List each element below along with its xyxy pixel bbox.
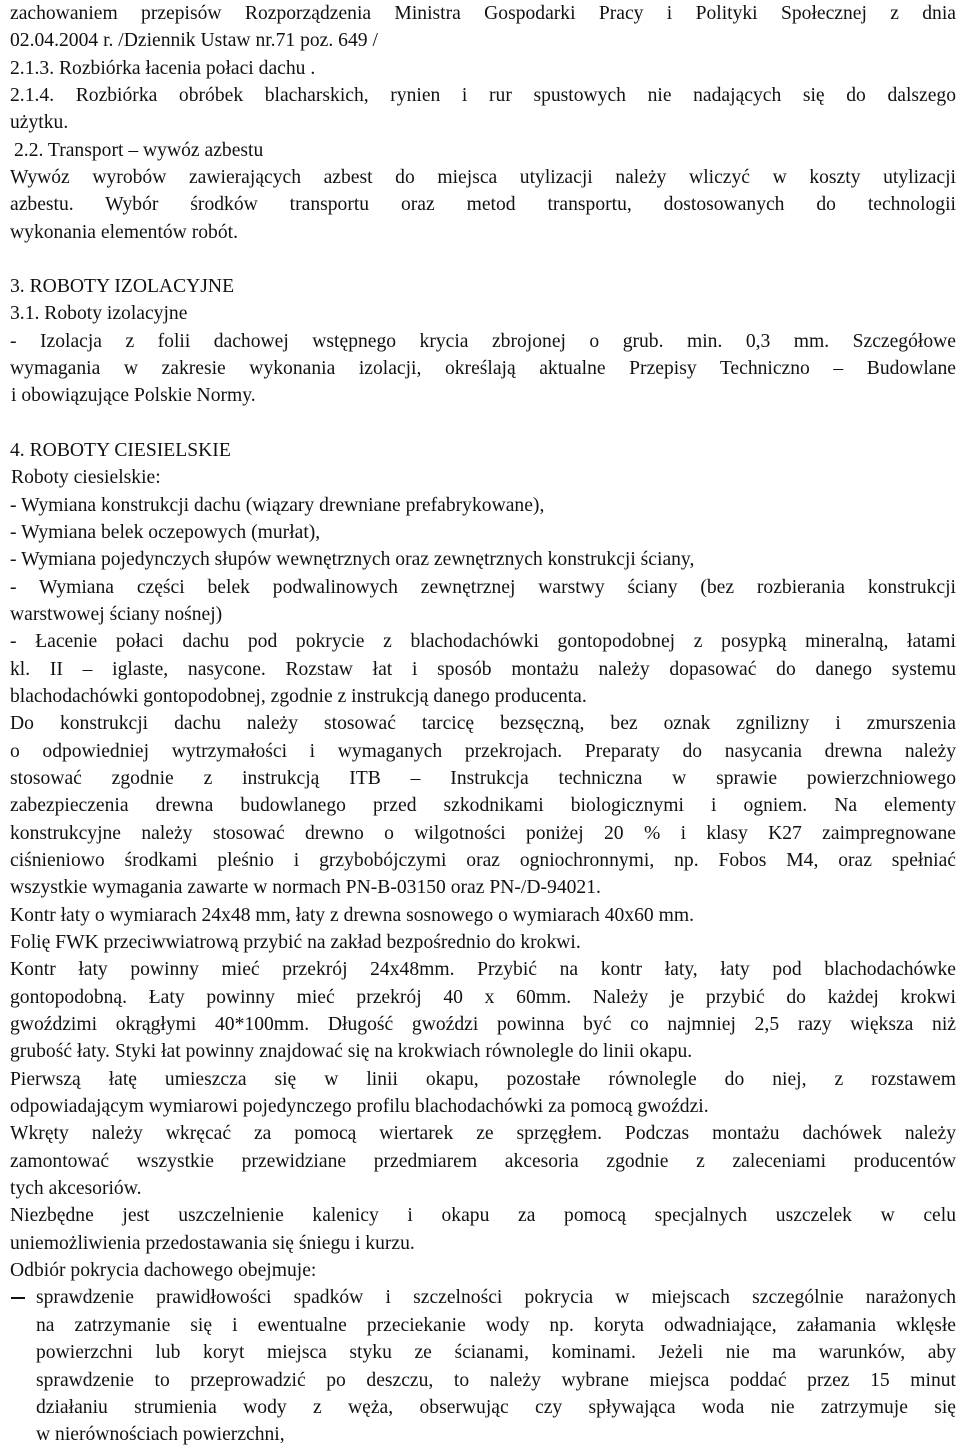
section-heading: 4. ROBOTY CIESIELSKIE [10,439,231,461]
paragraph-gap [10,246,956,273]
text-line: Folię FWK przeciwwiatrową przybić na zakład bezpośrednio do krokwi. [10,932,581,953]
text-line: odpowiadającym wymiarowi pojedynczego profilu blachodachówki za pomocą gwoździ. [10,1096,709,1118]
text-line: Do konstrukcji dachu należy stosować tarcicę bezsęczną, bez oznak zgnilizny i zmurszenia [10,713,956,735]
text-line: wszystkie wymagania zawarte w normach PN-B-03150 oraz PN-/D-94021. [10,877,601,899]
text-line: stosować zgodnie z instrukcją ITB – Instrukcja techniczna w sprawie powierzchniowego [10,767,956,789]
list-item: - Izolacja z folii dachowej wstępnego krycia zbrojonej o grub. min. 0,3 mm. Szczegółowe [10,330,956,352]
text-line: warstwowej ściany nośnej) [10,603,223,625]
text-line: Wkręty należy wkręcać za pomocą wiertarek ze sprzęgłem. Podczas montażu dachówek należy [10,1123,956,1145]
text-line: Kontr łaty powinny mieć przekrój 24x48mm. Przybić na kontr łaty, łaty pod blachodachówke [10,959,956,981]
text-line: kl. II – iglaste, nasycone. Rozstaw łat i sposób montażu należy dopasować do danego systemu [10,658,956,680]
paragraph-gap [10,410,956,437]
text-line: Pierwszą łatę umieszcza się w linii okapu, pozostałe równolegle do niej, z rozstawem [10,1068,956,1090]
text-line: o odpowiedniej wytrzymałości i wymaganych przekrojach. Preparaty do nasycania drewna należy [10,740,956,762]
text-line: w nierównościach powierzchni, [36,1424,285,1446]
text-line: Kontr łaty o wymiarach 24x48 mm, łaty z drewna sosnowego o wymiarach 40x60 mm. [10,904,695,926]
text-line: wymagania w zakresie wykonania izolacji, określają aktualne Przepisy Techniczno – Budowlane [10,358,956,380]
text-line: uniemożliwienia przedostawania się śniegu i kurzu. [10,1232,415,1254]
text-line: konstrukcyjne należy stosować drewno o wilgotności poniżej 20 % i klasy K27 zaimpregnowane [10,822,956,844]
text-line: gwoździmi okrągłymi 40*100mm. Długość gwoździ powinna być co najmniej 2,5 razy większa niż [10,1014,956,1036]
document-page [10,0,956,1449]
text-line: Wywóz wyrobów zawierających azbest do miejsca utylizacji należy wliczyć w koszty utylizacji [10,167,956,189]
text-line: ciśnieniowo środkami pleśnio i grzybobójczymi oraz ogniochronnymi, np. Fobos M4, oraz spełniać [10,849,956,871]
text-line: zabezpieczenia drewna budowlanego przed szkodnikami biologicznymi i ogniem. Na elementy [10,795,956,817]
list-item: - Wymiana pojedynczych słupów wewnętrznych oraz zewnętrznych konstrukcji ściany, [10,549,695,571]
list-item: - Łacenie połaci dachu pod pokrycie z blachodachówki gontopodobnej z posypką mineralną, łatami [10,631,956,653]
list-item: - Wymiana belek oczepowych (murłat), [10,521,321,543]
section-heading: 2.2. Transport – wywóz azbestu [14,139,264,161]
text-line: Niezbędne jest uszczelnienie kalenicy i okapu za pomocą specjalnych uszczelek w celu [10,1205,956,1227]
section-heading: 2.1.3. Rozbiórka łacenia połaci dachu . [10,57,316,79]
section-heading: 3. ROBOTY IZOLACYJNE [10,276,235,298]
text-line: wykonania elementów robót. [10,221,238,243]
text-line: zamontować wszystkie przewidziane przedmiarem akcesoria zgodnie z zaleceniami producentów [10,1150,956,1172]
text-line: Odbiór pokrycia dachowego obejmuje: [10,1260,317,1282]
text-line: tych akcesoriów. [10,1178,142,1200]
text-line: Roboty ciesielskie: [11,467,161,489]
text-line: i obowiązujące Polskie Normy. [11,385,256,407]
section-heading: 3.1. Roboty izolacyjne [10,303,188,325]
text-line: gontopodobną. Łaty powinny mieć przekrój 40 x 60mm. Należy je przybić do każdej krokwi [10,986,956,1008]
text-line: blachodachówki gontopodobnej, zgodnie z instrukcją danego producenta. [10,685,587,707]
text-line: sprawdzenie to przeprowadzić po deszczu, to należy wybrane miejsca poddać przez 15 minut [36,1369,956,1391]
text-line: na zatrzymanie się i ewentualne przeciekanie wody np. koryta odwadniające, załamania wklęsłe [36,1314,956,1336]
text-line: 02.04.2004 r. /Dziennik Ustaw nr.71 poz. 649 / [10,30,378,52]
text-line: grubość łaty. Styki łat powinny znajdować się na krokwiach równolegle do linii okapu. [10,1041,693,1063]
section-heading: 2.1.4. Rozbiórka obróbek blacharskich, rynien i rur spustowych nie nadających się do dalszego [10,85,956,107]
text-line: działaniu strumienia wody z węża, obserwując czy spływająca woda nie zatrzymuje się [36,1396,956,1418]
text-line: użytku. [10,112,69,134]
list-item: - Wymiana części belek podwalinowych zewnętrznej warstwy ściany (bez rozbierania konstrukcji [10,576,956,598]
list-item [10,1284,956,1311]
list-item: - Wymiana konstrukcji dachu (wiązary drewniane prefabrykowane), [10,494,545,516]
text-line: zachowaniem przepisów Rozporządzenia Ministra Gospodarki Pracy i Polityki Społecznej z dnia [10,3,956,24]
text-line: azbestu. Wybór środków transportu oraz metod transportu, dostosowanych do technologii [10,194,956,216]
text-line: powierzchni lub koryt miejsca styku ze ścianami, kominami. Jeżeli nie ma warunków, aby [36,1342,956,1364]
list-item-text: sprawdzenie prawidłowości spadków i szczelności pokrycia w miejscach szczególnie narażonych [36,1287,956,1309]
